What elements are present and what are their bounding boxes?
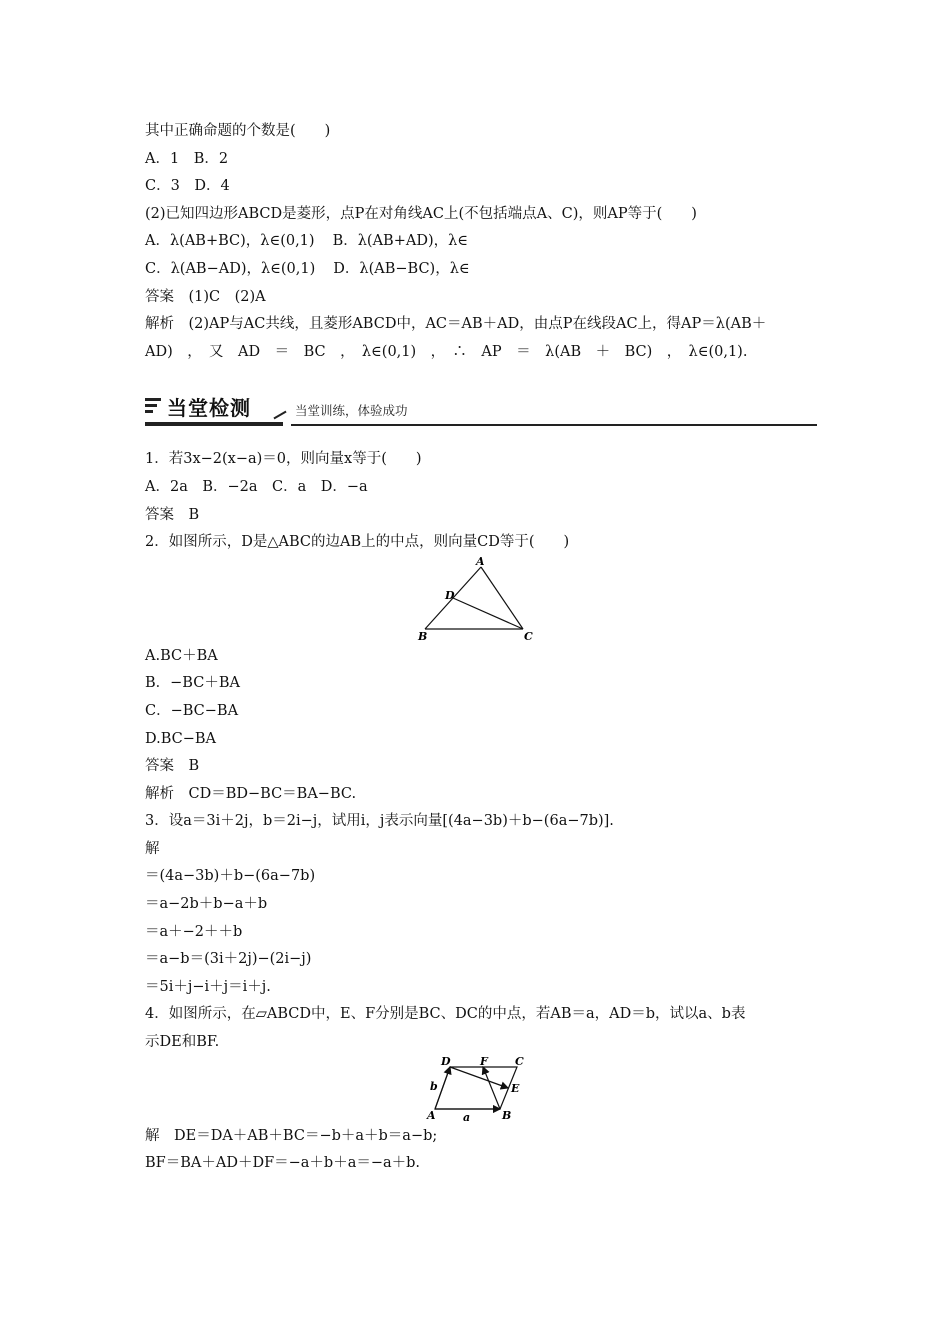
q3-step-5: ＝5i＋j−i＋j＝i＋j.	[145, 978, 271, 995]
q1-answer: 答案 B	[145, 506, 200, 523]
label-C: C	[524, 629, 533, 643]
q2-answer: 答案 B	[145, 758, 200, 775]
q4-text-line-1: 4．如图所示，在▱ABCD中，E、F分别是BC、DC的中点，若AB＝a，AD＝b，试以a、b表	[145, 1006, 746, 1023]
stripes-icon	[145, 396, 163, 418]
label-D: D	[441, 1056, 451, 1068]
q1-options: A．2a B．−2a C．a D．−a	[145, 478, 368, 495]
q4-text-line-2: 示DE和BF.	[145, 1034, 220, 1051]
q2-option-b: B．−BC＋BA	[145, 675, 240, 692]
section-header	[145, 374, 817, 432]
triangle-figure	[145, 557, 817, 643]
q3-step-2: ＝a−2b＋b−a＋b	[145, 896, 268, 913]
parallelogram-figure	[145, 1057, 817, 1123]
option-d: D．λ(AB−BC)，λ∈	[333, 260, 470, 277]
option-a: A．λ(AB+BC)，λ∈(0,1)	[145, 233, 315, 250]
q2-option-a: A.BC＋BA	[145, 647, 218, 664]
label-A: A	[476, 556, 485, 568]
q3-step-3: ＝a＋−2＋＋b	[145, 923, 243, 940]
label-C: C	[515, 1056, 524, 1068]
option-b: B．λ(AB+AD)，λ∈	[332, 233, 469, 250]
question-stem: 其中正确命题的个数是( )	[145, 123, 331, 139]
q3-solution-label: 解	[145, 840, 160, 857]
q4-solution-2: BF＝BA＋AD＋DF＝−a＋b＋a＝−a＋b.	[145, 1155, 421, 1172]
q3-step-4: ＝a−b＝(3i＋2j)−(2i−j)	[145, 951, 312, 968]
analysis-line-2: AD) ， 又 AD ＝ BC ， λ∈(0,1) ， ∴ AP ＝ λ(AB ＋ BC) ， λ∈(0,1).	[145, 343, 748, 360]
options-ab: A．1 B．2	[145, 150, 229, 167]
label-F: F	[480, 1056, 488, 1068]
triangle-diagram	[145, 557, 817, 643]
parallelogram-diagram	[145, 1057, 817, 1123]
q1-text: 1．若3x−2(x−a)＝0，则向量x等于( )	[145, 451, 422, 468]
q2-analysis: 解析 CD＝BD−BC＝BA−BC.	[145, 785, 357, 802]
options-row-2	[145, 256, 817, 284]
label-E: E	[511, 1081, 520, 1095]
answer: 答案 (1)C (2)A	[145, 288, 266, 305]
document-page	[145, 118, 817, 1178]
label-a: a	[463, 1110, 471, 1123]
section-title: 当堂检测	[167, 396, 251, 421]
label-A: A	[427, 1108, 436, 1122]
q2-option-c: C．−BC−BA	[145, 702, 239, 719]
q4-solution-1: 解 DE＝DA＋AB＋BC＝−b＋a＋b＝a−b;	[145, 1127, 438, 1144]
label-B: B	[418, 629, 428, 643]
options-row-1	[145, 228, 817, 256]
section-subtitle: 当堂训练，体验成功	[295, 403, 408, 419]
section-divider	[273, 411, 286, 420]
label-b: b	[430, 1079, 438, 1093]
option-c: C．λ(AB−AD)，λ∈(0,1)	[145, 260, 316, 277]
label-D: D	[445, 588, 455, 602]
question-2: (2)已知四边形ABCD是菱形，点P在对角线AC上(不包括端点A、C)，则AP等于( )	[145, 205, 697, 222]
label-B: B	[502, 1108, 512, 1122]
section-rule	[291, 424, 817, 426]
q3-text: 3．设a＝3i＋2j，b＝2i−j，试用i，j表示向量[(4a−3b)＋b−(6a−7b)].	[145, 813, 614, 830]
q3-step-1: ＝(4a−3b)＋b−(6a−7b)	[145, 868, 316, 885]
analysis-line-1: 解析 (2)AP与AC共线，且菱形ABCD中，AC＝AB＋AD，由点P在线段AC上，得AP＝λ(AB＋	[145, 316, 767, 333]
q2-text: 2．如图所示，D是△ABC的边AB上的中点，则向量CD等于( )	[145, 534, 570, 551]
q2-option-d: D.BC−BA	[145, 730, 217, 747]
section-bar	[145, 422, 283, 426]
options-cd: C．3 D．4	[145, 178, 230, 195]
